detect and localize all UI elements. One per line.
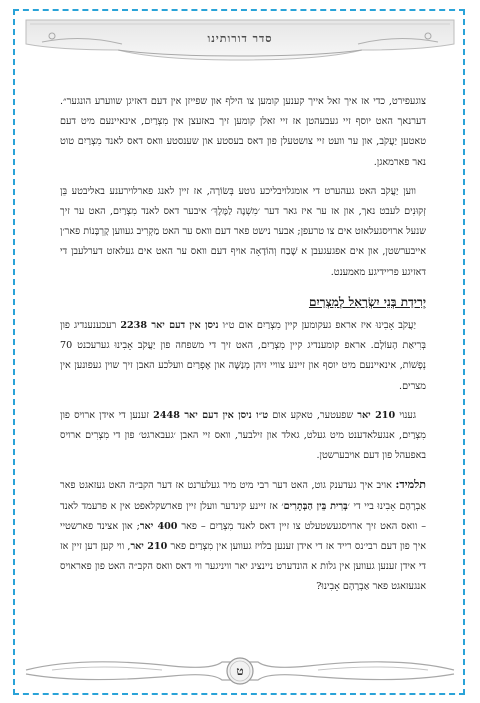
bold-years: 210 יאר [130,541,168,553]
page-header [22,14,458,66]
bold-years: 400 יאר [139,520,178,532]
page-footer [22,648,458,692]
paragraph-text: גענוי [395,409,416,421]
section-heading: יְרִידַת בְּנֵי יִשְׂרָאֵל לְמִצְרַיִם [308,294,426,309]
page-number: ט [236,664,244,678]
paragraph [60,316,426,397]
paragraph-text: שפעטער, טאקע אום [268,409,358,421]
paragraph: צוגעפירט, כדי אז איך זאל אייך קענען קומען צו הילף און שפייזן אין דעם דאזיגן שווערע הונגער״. דערנאך האט יוסף זיי געבעהטן אז זיי זאלן קומען זיך באזעצן אין מִצְרַיִם, אינאיינעם מיט דעם טאטען יַעֲקֹב, און ער וועט זיי צושטעלן פון דאס בעסטע און שענסטע וואס דאס לאנד מִצְרַיִם טוט נאר פארמאגן. [60,96,426,168]
paragraph-text: אויב איך געדענק גוט, האט דער רבי מיט מיר געלערנט אז דער הקב״ה האט געזאגט פאר אַבְרָהָם אָבִינוּ ביי די ׳ [60,480,426,512]
page-body [60,92,426,607]
bold-date: ט״ו ניסן אין דעם יאר 2448 [153,409,269,421]
paragraph-text: רעכענענדיג פון בְּרִיאַת הָעוֹלָם. אראפ קומענדיג קיין מִצְרַיִם, האט זיך די משפחה פון יַעֲקֹב אָבִינוּ גערעכנט 70 נְפָשׁוֹת, אינאיינעם מיט יוסף און זיינע צוויי זיהן מְנַשֶּׁה און אֶפְרַיִם וועלכע האבן זיך שוין געפונען אין מצרים. [60,320,426,392]
paragraph-text: יַעֲקֹב אָבִינוּ איז אראפ געקומען קיין מִצְרַיִם אום ט״ו [218,320,416,332]
paragraph-text: זענען די אידן ארויס פון מִצְרַיִם, אנגעלאדענט מיט געלט, גאלד און זילבער, וואס זיי האבן ׳געבארגט׳ פון די מִצְרִים ארויס באפעהל פון דעם אויבערשטן. [60,409,426,462]
paragraph: ווען יַעֲקֹב האט געהערט די אומגלויבליכע גוטע בְּשׂוֹרָה, אז זיין לאנג פארלוירענע באליבטע בֵּן זְקוּנִים לעבט נאך, און אז ער איז גאר דער ׳מִשְׁנֶה לַמֶּלֶךְ׳ איבער דאס לאנד מִצְרַיִם, האט ער זיך שנעל ארויסגעלאזט אים צו טרעפן; אבער נישט פאר דעם וואס ער האט מַקְרִיב געווען קָרְבָּנוֹת פאר׳ן אייבערשטן, און אים אפגעגעבן א שֶׁבַח וְהוֹדָאָה אויף דעם וואס ער האט אים געלאזט דערלעבן די דאזיגע פריידיגע מאמענט. [60,185,426,278]
paragraph [60,475,426,597]
paragraph [60,406,426,467]
paragraph-text: ׳ אז זיינע קינדער וועלן זיין פארשקלאפט אין א פרעמד לאנד – וואס האט זיך ארויסגעשטעלט צו זיין דאס לאנד מִצְרַיִם – פאר [60,500,426,532]
paragraph-text: , ווי קען דען זיין אז די אידן זענען געווען אין גלות א הונדערט ניינציג יאר וויניגער ווי דאס וואס הקב״ה האט פון פאראויס אנגעזאגט פאר אַבְרָהָם אָבִינוּ? [60,541,426,593]
paragraph-text: ; און אצינד פארשטיי איך פון דעם רבי׳נס רייד אז די אידן זענען בלויז געווען אין מִצְרַיִם פאר [60,520,426,553]
bold-date: ניסן אין דעם יאר 2238 [120,320,219,332]
student-label: תלמיד: [395,478,426,492]
bold-years: 210 יאר [357,409,396,421]
bold-bris-term: בְּרִית בֵּין הַבְּתָרִים [283,500,348,512]
running-head: סדר דורותינו [207,32,273,45]
